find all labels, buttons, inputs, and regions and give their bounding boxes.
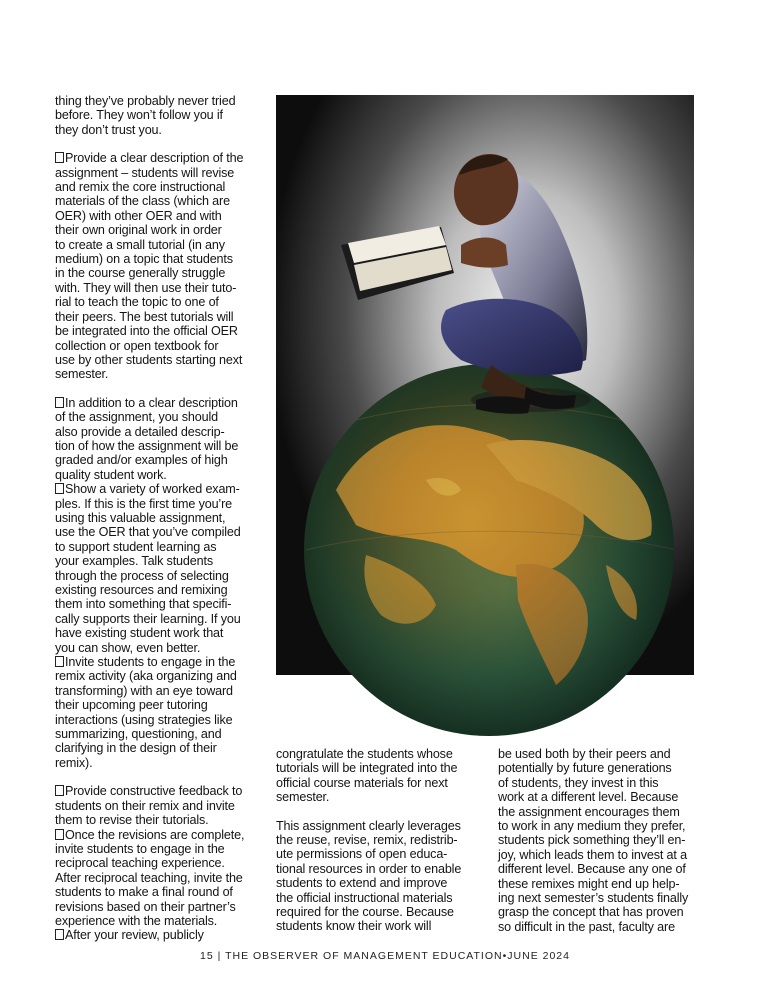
paragraph [498, 747, 702, 934]
page-footer: 15 | THE OBSERVER OF MANAGEMENT EDUCATION•JUNE 2024 [200, 950, 570, 962]
bullet-box-icon [55, 829, 64, 840]
right-text-column [498, 747, 702, 934]
paragraph-text: In addition to a clear description of the assignment, you should also provide a detailed descrip- tion of how the assignment will be graded and/or examples of high quality student work. [55, 395, 239, 482]
paragraph-text: This assignment clearly leverages the reuse, revise, remix, redistrib- ute permissions of open educa- tional resources in order to enable students to extend and improve the official instructional materials required for the course. Because students know their work will [276, 818, 462, 934]
paragraph-text: thing they’ve probably never tried before. They won’t follow you if they don’t trust you. [55, 94, 236, 137]
paragraph [55, 784, 257, 827]
bullet-box-icon [55, 929, 64, 940]
paragraph [276, 747, 482, 805]
paragraph [55, 94, 257, 137]
paragraph-text: Provide constructive feedback to students on their remix and invite them to revise their tutorials. [55, 784, 243, 828]
paragraph-text: Once the revisions are complete, invite students to engage in the reciprocal teaching experience. After reciprocal teaching, invite the students to make a final round of revisions based on their partner’s experience with the materials. [55, 827, 245, 928]
paragraph [55, 655, 257, 770]
paragraph [55, 928, 257, 942]
paragraph-text: congratulate the students whose tutorials will be integrated into the official course materials for next semester. [276, 747, 458, 805]
bullet-box-icon [55, 152, 64, 163]
paragraph-text: Provide a clear description of the assignment – students will revise and remix the core instructional materials of the class (which are OER) with other OER and with their own original work in order to create a small tutorial (in any medium) on a topic that students in the course generally struggle with. They will then use their tuto- rial to teach the topic to one of their peers. The best tutorials will be integrated into the official OER collection or open textbook for use by other students starting next semester. [55, 151, 244, 382]
paragraph [55, 396, 257, 482]
middle-text-column [276, 747, 482, 934]
paragraph [55, 151, 257, 382]
bullet-box-icon [55, 397, 64, 408]
bullet-box-icon [55, 656, 64, 667]
paragraph-text: Invite students to engage in the remix activity (aka organizing and transforming) with an eye toward their upcoming peer tutoring interactions (using strategies like summarizing, questioning, and clarifying in the design of their remix). [55, 655, 237, 770]
bullet-box-icon [55, 785, 64, 796]
left-text-column [55, 94, 257, 943]
paragraph-text: be used both by their peers and potentially by future generations of students, they invest in this work at a different level. Because the assignment encourages them to work in any medium they prefer, students pick something they’ll en- joy, which leads them to invest at a different level. Because any one of these remixes might end up help- ing next semester’s students finally grasp the concept that has proven so difficult in the past, faculty are [498, 747, 689, 934]
paragraph-text: After your review, publicly [65, 928, 204, 943]
paragraph [276, 819, 482, 934]
paragraph [55, 828, 257, 929]
boy-reading-on-globe-illustration [276, 95, 694, 737]
paragraph-text: Show a variety of worked exam- ples. If this is the first time you’re using this valuable assignment, use the OER that you’ve compiled to support student learning as your examples. Talk students through the process of selecting existing resources and remixing them into something that specifi- cally supports their learning. If you have existing student work that you can show, even better. [55, 482, 241, 655]
paragraph [55, 482, 257, 655]
bullet-box-icon [55, 483, 64, 494]
